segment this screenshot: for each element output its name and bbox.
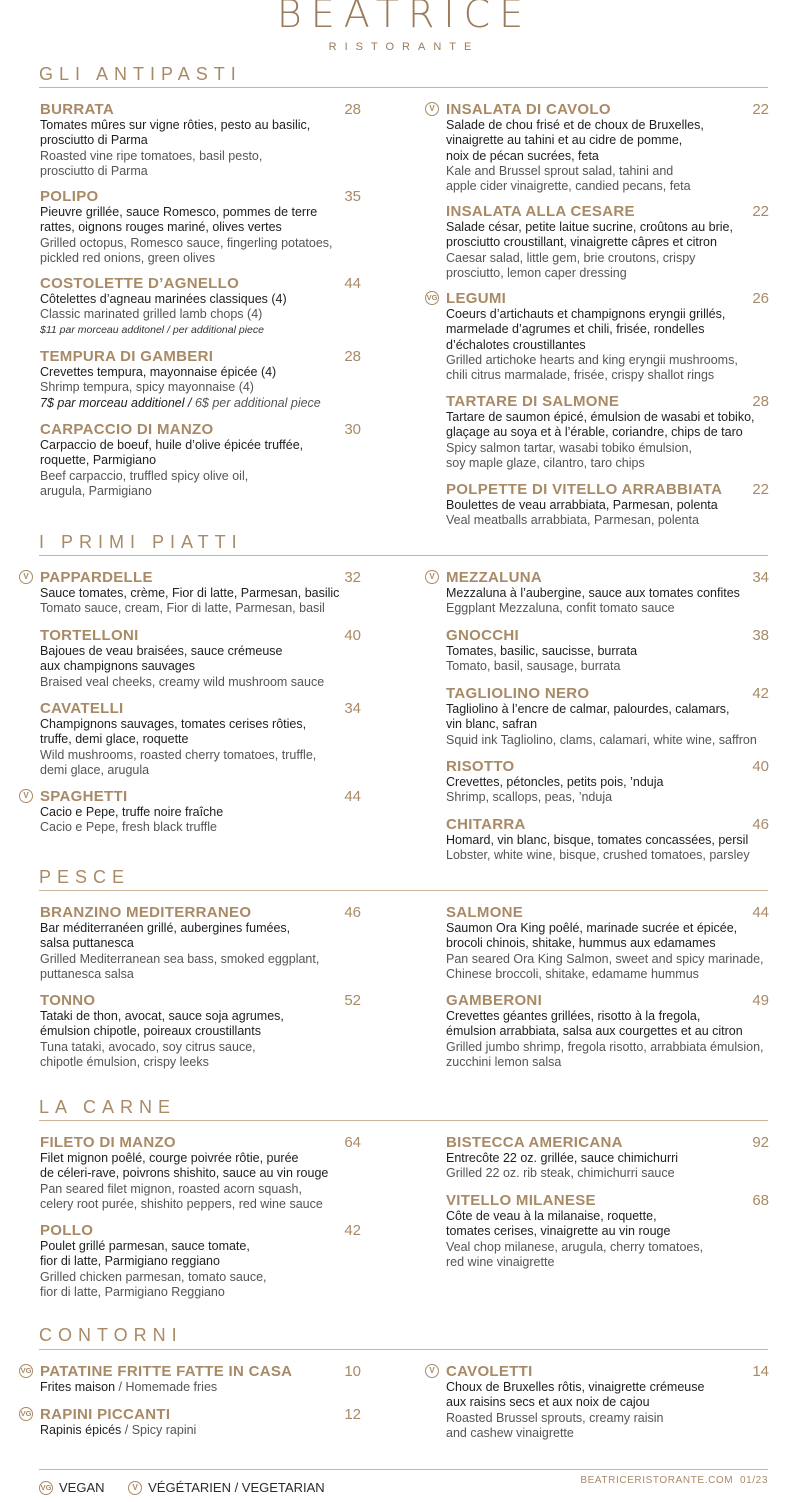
menu-item <box>446 481 769 529</box>
item-description-fr: Rapinis épicés <box>40 1423 122 1437</box>
item-description-en: Roasted Brussel sprouts, creamy raisin <box>446 1410 664 1425</box>
item-description-fr: Bajoues de veau braisées, sauce crémeuse <box>40 644 283 658</box>
item-description-en: Grilled 22 oz. rib steak, chimichurri sauce <box>446 1166 675 1181</box>
item-name: VITELLO MILANESE <box>446 1192 596 1209</box>
item-name: POLPETTE DI VITELLO ARRABBIATA <box>446 481 723 498</box>
section-divider <box>39 87 768 88</box>
item-description-fr: Coeurs d’artichauts et champignons eryngii grillés, <box>446 307 726 321</box>
vegan-icon: VG <box>39 1481 53 1495</box>
item-price: 22 <box>752 101 769 118</box>
section-title-antipasti: GLI ANTIPASTI <box>39 64 242 84</box>
menu-item <box>426 290 769 383</box>
item-name: INSALATA ALLA CESARE <box>446 203 635 220</box>
section-divider <box>39 890 768 891</box>
item-description-en: Veal meatballs arrabbiata, Parmesan, polenta <box>446 513 699 528</box>
item-description-fr: roquette, Parmigiano <box>40 453 157 468</box>
menu-item <box>40 101 361 179</box>
legend-vegetarian-label: VÉGÉTARIEN / VEGETARIAN <box>148 1480 325 1496</box>
page-number: 01/23 <box>739 1475 768 1486</box>
item-description-en: prosciutto, lemon caper dressing <box>446 265 627 280</box>
item-description-en: Caesar salad, little gem, brie croutons, crispy <box>446 250 696 265</box>
item-description-en: Tuna tataki, avocado, soy citrus sauce, <box>40 1039 256 1054</box>
item-description-fr: Cacio e Pepe, truffe noire fraîche <box>40 805 224 819</box>
vegetarian-icon: V <box>128 1481 142 1495</box>
item-description-en: Squid ink Tagliolino, clams, calamari, white wine, saffron <box>446 732 757 747</box>
item-description-en: celery root purée, shishito peppers, red wine sauce <box>40 1196 323 1211</box>
item-price: 28 <box>344 101 361 118</box>
item-price: 52 <box>344 992 361 1009</box>
item-name: TONNO <box>40 992 96 1009</box>
item-name: COSTOLETTE D’AGNELLO <box>40 275 240 292</box>
menu-item <box>40 992 361 1070</box>
menu-item <box>40 275 361 337</box>
menu-item <box>40 700 361 778</box>
item-name: CARPACCIO DI MANZO <box>40 421 214 438</box>
item-price: 26 <box>752 290 769 307</box>
item-name: BISTECCA AMERICANA <box>446 1134 623 1151</box>
item-name: GAMBERONI <box>446 992 543 1009</box>
menu-item <box>40 188 361 266</box>
item-description-en: Wild mushrooms, roasted cherry tomatoes, truffle, <box>40 747 317 762</box>
item-description-fr: émulsion arrabbiata, salsa aux courgettes et au citron <box>446 1024 743 1039</box>
item-price: 42 <box>344 1222 361 1239</box>
item-description-en: Shrimp tempura, spicy mayonnaise (4) <box>40 380 254 395</box>
item-name: TARTARE DI SALMONE <box>446 393 620 410</box>
item-name: CAVATELLI <box>40 700 124 717</box>
item-description-en: Pan seared filet mignon, roasted acorn squash, <box>40 1181 302 1196</box>
item-description-fr: Crevettes, pétoncles, petits pois, ’nduja <box>446 775 664 789</box>
item-price: 44 <box>344 788 361 805</box>
item-description-en: arugula, Parmigiano <box>40 483 152 498</box>
menu-item <box>446 685 769 748</box>
item-note-en: 6$ per additional piece <box>194 395 321 410</box>
item-description-en: fior di latte, Parmigiano Reggiano <box>40 1284 225 1299</box>
menu-item <box>446 1192 769 1270</box>
item-description-en: Shrimp, scallops, peas, ’nduja <box>446 790 613 805</box>
item-description-en: puttanesca salsa <box>40 966 134 981</box>
item-price: 10 <box>344 1363 361 1380</box>
item-description-fr: Sauce tomates, crème, Fior di latte, Parmesan, basilic <box>40 586 340 600</box>
item-description-fr: rattes, oignons rouges mariné, olives vertes <box>40 220 282 235</box>
menu-item <box>446 627 769 675</box>
item-note <box>40 396 361 411</box>
item-price: 22 <box>752 203 769 220</box>
section-divider <box>39 555 768 556</box>
section-divider <box>39 1120 768 1121</box>
item-name: RAPINI PICCANTI <box>40 1406 171 1423</box>
item-name: TAGLIOLINO NERO <box>446 685 590 702</box>
item-description-fr: Tomates, basilic, saucisse, burrata <box>446 644 638 658</box>
item-description-en: Chinese broccoli, shitake, edamame hummus <box>446 966 699 981</box>
item-price: 34 <box>344 700 361 717</box>
item-price: 38 <box>752 627 769 644</box>
item-description-fr: prosciutto di Parma <box>40 133 148 148</box>
item-description-en: Tomato, basil, sausage, burrata <box>446 659 621 674</box>
item-name: FILETO DI MANZO <box>40 1134 176 1151</box>
item-price: 12 <box>344 1406 361 1423</box>
item-description-en: Classic marinated grilled lamb chops (4) <box>40 307 263 322</box>
item-description-en: Grilled jumbo shrimp, fregola risotto, arrabbiata émulsion, <box>446 1039 764 1054</box>
menu-item <box>40 1222 361 1300</box>
item-description-en: pickled red onions, green olives <box>40 250 216 265</box>
item-description-fr: Tartare de saumon épicé, émulsion de wasabi et tobiko, <box>446 410 755 424</box>
item-description-fr: Côtelettes d’agneau marinées classiques (4) <box>40 292 287 306</box>
dietary-legend <box>39 1479 325 1495</box>
item-name: CHITARRA <box>446 816 526 833</box>
item-description <box>40 1380 361 1395</box>
item-name: BURRATA <box>40 101 115 118</box>
item-description-fr: brocoli chinois, shitake, hummus aux edamames <box>446 936 716 951</box>
separator: / <box>115 1380 126 1394</box>
item-description-en: Spicy salmon tartar, wasabi tobiko émulsion, <box>446 440 692 455</box>
website-and-page <box>580 1475 768 1486</box>
item-description-en: zucchini lemon salsa <box>446 1054 562 1069</box>
item-name: POLLO <box>40 1222 94 1239</box>
item-description-en: Pan seared Ora King Salmon, sweet and spicy marinade, <box>446 951 764 966</box>
item-price: 14 <box>752 1363 769 1380</box>
item-price: 64 <box>344 1134 361 1151</box>
item-description-en: chipotle émulsion, crispy leeks <box>40 1054 209 1069</box>
item-price: 30 <box>344 421 361 438</box>
item-description-en: Braised veal cheeks, creamy wild mushroom sauce <box>40 674 325 689</box>
menu-item <box>446 1134 769 1182</box>
item-description-fr: Tomates mûres sur vigne rôties, pesto au basilic, <box>40 118 311 132</box>
item-description-en: Tomato sauce, cream, Fior di latte, Parmesan, basil <box>40 601 325 616</box>
menu-item <box>446 393 769 471</box>
item-note-fr: 7$ par morceau additionel / <box>40 395 195 410</box>
item-description-fr: fior di latte, Parmigiano reggiano <box>40 1254 220 1269</box>
item-description-en: Spicy rapini <box>131 1423 197 1437</box>
item-description-fr: Tagliolino à l’encre de calmar, palourdes, calamars, <box>446 702 730 716</box>
item-price: 28 <box>752 393 769 410</box>
brand-logo: BEATRICE <box>276 0 533 36</box>
item-name: SPAGHETTI <box>40 788 128 805</box>
item-description-fr: prosciutto croustillant, vinaigrette câpres et citron <box>446 235 717 250</box>
vegan-icon: VG <box>19 1407 33 1421</box>
item-description-en: soy maple glaze, cilantro, taro chips <box>446 455 645 470</box>
section-divider <box>39 1349 768 1350</box>
item-price: 32 <box>344 569 361 586</box>
item-name: MEZZALUNA <box>446 569 543 586</box>
item-description-fr: vin blanc, safran <box>446 717 538 732</box>
item-description-fr: Bar méditerranéen grillé, aubergines fumées, <box>40 921 291 935</box>
item-description-fr: noix de pécan sucrées, feta <box>446 148 599 163</box>
item-description-fr: vinaigrette au tahini et au cidre de pomme, <box>446 133 683 148</box>
item-price: 35 <box>344 188 361 205</box>
vegetarian-icon: V <box>425 1364 439 1378</box>
item-description-fr: Mezzaluna à l’aubergine, sauce aux tomates confites <box>446 586 740 600</box>
menu-item <box>446 203 769 281</box>
vegan-icon: VG <box>19 1364 33 1378</box>
item-description-fr: Poulet grillé parmesan, sauce tomate, <box>40 1239 250 1253</box>
item-name: LEGUMI <box>446 290 507 307</box>
item-price: 44 <box>752 904 769 921</box>
item-name: TORTELLONI <box>40 627 139 644</box>
menu-item <box>23 788 361 836</box>
item-description-en: Grilled octopus, Romesco sauce, fingerling potatoes, <box>40 235 333 250</box>
item-description-fr: Frites maison <box>40 1380 116 1394</box>
item-description-fr: Crevettes géantes grillées, risotto à la fregola, <box>446 1009 701 1023</box>
item-price: 40 <box>344 627 361 644</box>
item-description-en: red wine vinaigrette <box>446 1254 555 1269</box>
vegetarian-icon: V <box>425 102 439 116</box>
item-description-en: Veal chop milanese, arugula, cherry tomatoes, <box>446 1239 704 1254</box>
item-description-fr: Filet mignon poêlé, courge poivrée rôtie, purée <box>40 1151 299 1165</box>
menu-item <box>40 627 361 690</box>
item-price: 42 <box>752 685 769 702</box>
item-description-en: prosciutto di Parma <box>40 163 148 178</box>
item-note: $11 par morceau additonel / per additional piece <box>40 323 264 336</box>
item-description-fr: aux champignons sauvages <box>40 659 195 674</box>
website-link[interactable]: BEATRICERISTORANTE.COM <box>580 1475 734 1486</box>
item-price: 49 <box>752 992 769 1009</box>
legend-vegan-label: VEGAN <box>59 1480 105 1496</box>
item-description-fr: Salade césar, petite laitue sucrine, croûtons au brie, <box>446 220 733 234</box>
item-description-fr: Champignons sauvages, tomates cerises rôties, <box>40 717 307 731</box>
item-price: 92 <box>752 1134 769 1151</box>
section-title-carne: LA CARNE <box>39 1097 177 1117</box>
brand-subtitle: RISTORANTE <box>328 41 480 53</box>
menu-item <box>429 1363 769 1441</box>
item-description-fr: émulsion chipotle, poireaux croustillants <box>40 1024 261 1039</box>
item-description-fr: Boulettes de veau arrabbiata, Parmesan, polenta <box>446 498 718 512</box>
item-description-fr: Salade de chou frisé et de choux de Bruxelles, <box>446 118 704 132</box>
item-description-fr: de céleri-rave, poivrons shishito, sauce au vin rouge <box>40 1166 329 1181</box>
vegan-icon: VG <box>425 291 439 305</box>
item-name: GNOCCHI <box>446 627 519 644</box>
item-name: SALMONE <box>446 904 524 921</box>
menu-item <box>429 569 769 617</box>
menu-item <box>40 904 361 982</box>
item-description-fr: Homard, vin blanc, bisque, tomates concassées, persil <box>446 833 749 847</box>
item-description-fr: marmelade d’agrumes et chili, frisée, rondelles <box>446 322 705 337</box>
item-description-en: Beef carpaccio, truffled spicy olive oil, <box>40 468 249 483</box>
item-description-fr: salsa puttanesca <box>40 936 134 951</box>
item-price: 68 <box>752 1192 769 1209</box>
item-price: 28 <box>344 348 361 365</box>
item-price: 46 <box>752 816 769 833</box>
menu-item <box>446 816 769 864</box>
item-description-en: Grilled chicken parmesan, tomato sauce, <box>40 1269 267 1284</box>
menu-item <box>20 1363 361 1395</box>
separator: / <box>121 1423 132 1437</box>
item-description-en: Lobster, white wine, bisque, crushed tomatoes, parsley <box>446 848 750 863</box>
footer-divider <box>39 1469 768 1470</box>
item-price: 44 <box>344 275 361 292</box>
item-name: CAVOLETTI <box>446 1363 533 1380</box>
vegetarian-icon: V <box>19 570 33 584</box>
item-price: 34 <box>752 569 769 586</box>
item-description-en: Eggplant Mezzaluna, confit tomato sauce <box>446 601 675 616</box>
item-name: POLIPO <box>40 188 99 205</box>
item-description-en: Homemade fries <box>125 1380 218 1394</box>
item-description-fr: truffe, demi glace, roquette <box>40 732 189 747</box>
item-price: 40 <box>752 758 769 775</box>
section-title-primi: I PRIMI PIATTI <box>39 532 243 552</box>
item-description-en: Kale and Brussel sprout salad, tahini and <box>446 163 674 178</box>
item-description-fr: Choux de Bruxelles rôtis, vinaigrette crémeuse <box>446 1380 705 1394</box>
item-price: 46 <box>344 904 361 921</box>
item-name: PAPPARDELLE <box>40 569 153 586</box>
item-description-en: chili citrus marmalade, frisée, crispy shallot rings <box>446 368 715 383</box>
item-description-fr: tomates cerises, vinaigrette au vin rouge <box>446 1224 671 1239</box>
item-description-en: Grilled artichoke hearts and king eryngii mushrooms, <box>446 352 738 367</box>
item-description-fr: glaçage au soya et à l’érable, coriandre, chips de taro <box>446 425 743 440</box>
item-name: INSALATA DI CAVOLO <box>446 101 611 118</box>
item-description <box>40 1423 361 1438</box>
item-name: TEMPURA DI GAMBERI <box>40 348 214 365</box>
item-description-en: Roasted vine ripe tomatoes, basil pesto, <box>40 148 263 163</box>
item-description-fr: Saumon Ora King poêlé, marinade sucrée et épicée, <box>446 921 738 935</box>
menu-item <box>23 569 361 617</box>
item-name: PATATINE FRITTE FATTE IN CASA <box>40 1363 293 1380</box>
item-description-fr: Carpaccio de boeuf, huile d’olive épicée truffée, <box>40 438 304 452</box>
item-description-fr: aux raisins secs et aux noix de cajou <box>446 1395 650 1410</box>
item-name: RISOTTO <box>446 758 515 775</box>
vegetarian-icon: V <box>425 570 439 584</box>
item-price: 22 <box>752 481 769 498</box>
item-description-en: demi glace, arugula <box>40 762 150 777</box>
menu-item <box>429 101 769 194</box>
menu-item <box>446 904 769 982</box>
item-description-fr: Pieuvre grillée, sauce Romesco, pommes de terre <box>40 205 318 219</box>
item-description-fr: Tataki de thon, avocat, sauce soja agrumes, <box>40 1009 284 1023</box>
menu-item <box>40 348 361 411</box>
menu-item <box>446 758 769 806</box>
item-description-fr: d’échalotes croustillantes <box>446 337 586 352</box>
item-description-en: apple cider vinaigrette, candied pecans, feta <box>446 179 691 194</box>
item-description-fr: Entrecôte 22 oz. grillée, sauce chimichurri <box>446 1151 679 1165</box>
item-description-en: Grilled Mediterranean sea bass, smoked eggplant, <box>40 951 320 966</box>
menu-item <box>20 1406 361 1438</box>
item-description-fr: Crevettes tempura, mayonnaise épicée (4) <box>40 365 277 379</box>
vegetarian-icon: V <box>19 789 33 803</box>
menu-item <box>446 992 769 1070</box>
section-title-pesce: PESCE <box>39 867 131 887</box>
section-title-contorni: CONTORNI <box>39 1325 183 1345</box>
item-description-en: Cacio e Pepe, fresh black truffle <box>40 820 217 835</box>
menu-item <box>40 421 361 499</box>
item-description-fr: Côte de veau à la milanaise, roquette, <box>446 1209 657 1223</box>
item-name: BRANZINO MEDITERRANEO <box>40 904 252 921</box>
item-description-en: and cashew vinaigrette <box>446 1425 574 1440</box>
menu-item <box>40 1134 361 1212</box>
